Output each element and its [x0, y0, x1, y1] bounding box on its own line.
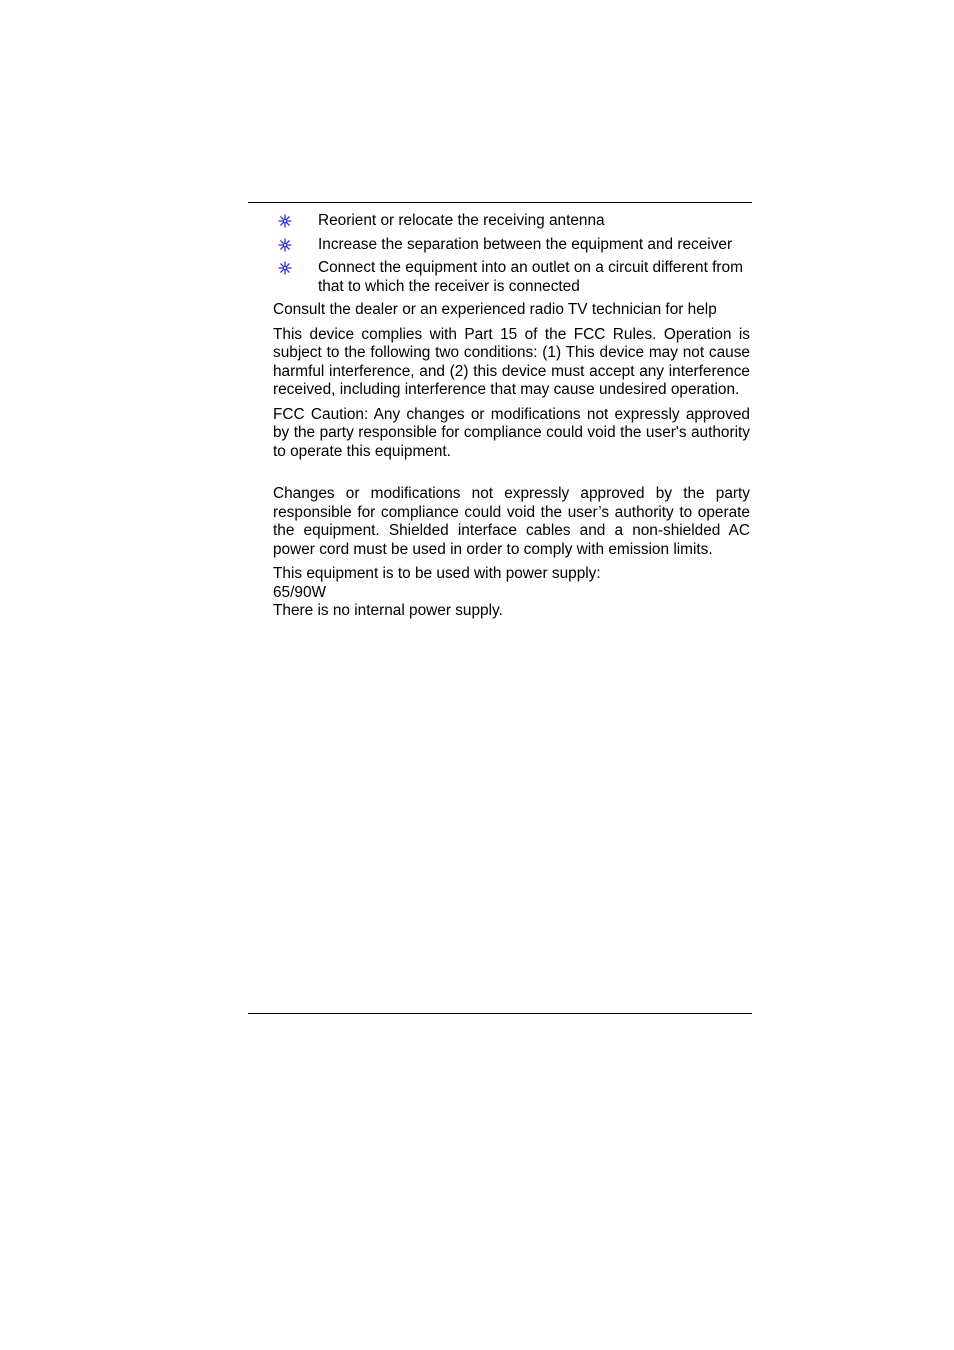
- power-supply-line: This equipment is to be used with power supply:: [273, 565, 601, 582]
- internal-supply-note: There is no internal power supply.: [273, 602, 503, 619]
- list-item-text: Increase the separation between the equipment and receiver: [318, 235, 733, 253]
- power-supply-paragraph: [273, 565, 750, 621]
- page-content: [273, 212, 750, 627]
- list-item-text: Reorient or relocate the receiving antenna: [318, 212, 605, 229]
- section-spacer: [273, 467, 750, 485]
- caution-paragraph: FCC Caution: Any changes or modifications not expressly approved by the party responsible for compliance could void the user's authority to operate this equipment.: [273, 405, 750, 460]
- recommendation-list: [273, 212, 750, 296]
- consult-paragraph: Consult the dealer or an experienced radio TV technician for help: [273, 301, 717, 318]
- compliance-paragraph: This device complies with Part 15 of the FCC Rules. Operation is subject to the following two conditions: (1) This device may not cause harmful interference, and (2) this device must accept any interference received, including interference that may cause undesired operation.: [273, 325, 750, 398]
- list-item-text: Connect the equipment into an outlet on a circuit different from that to which the receiver is connected: [318, 259, 743, 295]
- list-item: [273, 259, 750, 296]
- snowflake-bullet-icon: [278, 238, 292, 252]
- power-rating: 65/90W: [273, 583, 327, 601]
- list-item: [273, 212, 750, 231]
- changes-paragraph: Changes or modifications not expressly approved by the party responsible for compliance could void the user’s authority to operate the equipment. Shielded interface cables and a non-shielded AC power cord must be used in order to comply with emission limits.: [273, 485, 750, 558]
- top-divider: [248, 202, 752, 203]
- list-item: [273, 236, 750, 255]
- snowflake-bullet-icon: [278, 261, 292, 275]
- snowflake-bullet-icon: [278, 214, 292, 228]
- bottom-divider: [248, 1013, 752, 1014]
